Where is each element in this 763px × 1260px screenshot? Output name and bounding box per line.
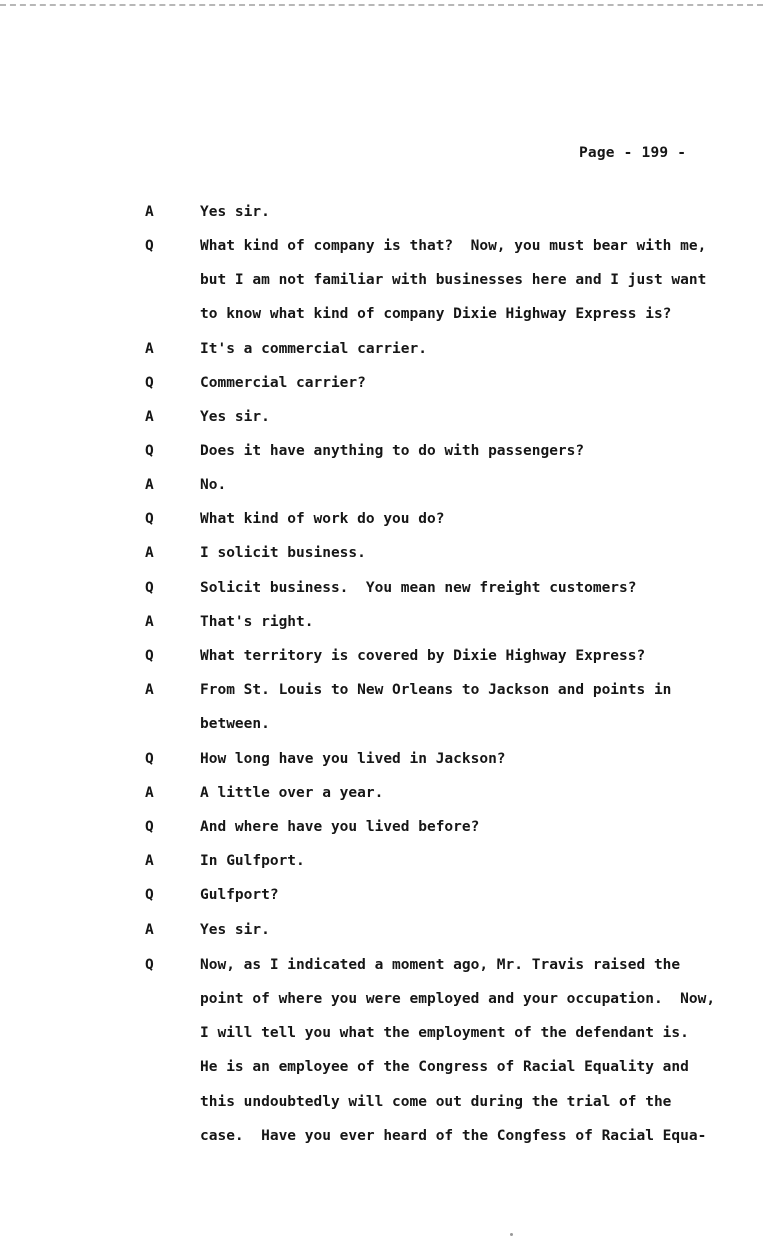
line-text: Yes sir.	[200, 204, 270, 220]
line-text: between.	[200, 716, 270, 732]
line-text: What territory is covered by Dixie Highway Express?	[200, 648, 646, 664]
transcript-line	[0, 644, 763, 668]
line-text: Solicit business. You mean new freight customers?	[200, 580, 637, 596]
speaker-label: Q	[145, 648, 154, 664]
transcript-line	[0, 987, 763, 1011]
transcript-line	[0, 678, 763, 702]
transcript-line	[0, 747, 763, 771]
transcript-line	[0, 371, 763, 395]
transcript-line	[0, 1021, 763, 1045]
transcript-line	[0, 610, 763, 634]
speaker-label: Q	[145, 957, 154, 973]
speaker-label: Q	[145, 819, 154, 835]
speaker-label: A	[145, 922, 154, 938]
scan-speck	[510, 1233, 513, 1236]
transcript-line	[0, 405, 763, 429]
line-text: What kind of work do you do?	[200, 511, 445, 527]
line-text: That's right.	[200, 614, 314, 630]
transcript-line	[0, 1090, 763, 1114]
speaker-label: Q	[145, 751, 154, 767]
transcript-line	[0, 1055, 763, 1079]
transcript-line	[0, 268, 763, 292]
line-text: From St. Louis to New Orleans to Jackson and points in	[200, 682, 672, 698]
speaker-label: A	[145, 785, 154, 801]
line-text: He is an employee of the Congress of Racial Equality and	[200, 1059, 689, 1075]
transcript-line	[0, 439, 763, 463]
speaker-label: Q	[145, 443, 154, 459]
line-text: point of where you were employed and your occupation. Now,	[200, 991, 716, 1007]
transcript-line	[0, 712, 763, 736]
transcript-line	[0, 815, 763, 839]
line-text: A little over a year.	[200, 785, 384, 801]
speaker-label: A	[145, 853, 154, 869]
transcript-line	[0, 302, 763, 326]
line-text: Does it have anything to do with passengers?	[200, 443, 585, 459]
line-text: And where have you lived before?	[200, 819, 480, 835]
speaker-label: Q	[145, 511, 154, 527]
transcript-line	[0, 576, 763, 600]
transcript-line	[0, 541, 763, 565]
line-text: case. Have you ever heard of the Congfess of Racial Equa-	[200, 1128, 707, 1144]
line-text: It's a commercial carrier.	[200, 341, 427, 357]
line-text: In Gulfport.	[200, 853, 305, 869]
line-text: but I am not familiar with businesses here and I just want	[200, 272, 707, 288]
line-text: Commercial carrier?	[200, 375, 366, 391]
line-text: I solicit business.	[200, 545, 366, 561]
line-text: What kind of company is that? Now, you must bear with me,	[200, 238, 707, 254]
speaker-label: Q	[145, 887, 154, 903]
speaker-label: A	[145, 409, 154, 425]
speaker-label: A	[145, 614, 154, 630]
speaker-label: Q	[145, 580, 154, 596]
line-text: to know what kind of company Dixie Highway Express is?	[200, 306, 672, 322]
line-text: No.	[200, 477, 227, 493]
line-text: this undoubtedly will come out during the trial of the	[200, 1094, 672, 1110]
line-text: Now, as I indicated a moment ago, Mr. Travis raised the	[200, 957, 681, 973]
transcript-line	[0, 507, 763, 531]
line-text: Yes sir.	[200, 922, 270, 938]
transcript-line	[0, 1124, 763, 1148]
transcript-line	[0, 918, 763, 942]
speaker-label: A	[145, 341, 154, 357]
speaker-label: A	[145, 545, 154, 561]
speaker-label: A	[145, 204, 154, 220]
line-text: I will tell you what the employment of the defendant is.	[200, 1025, 689, 1041]
line-text: Gulfport?	[200, 887, 279, 903]
page-number: Page - 199 -	[579, 145, 687, 161]
speaker-label: Q	[145, 375, 154, 391]
speaker-label: Q	[145, 238, 154, 254]
transcript-line	[0, 849, 763, 873]
transcript-line	[0, 473, 763, 497]
speaker-label: A	[145, 682, 154, 698]
line-text: Yes sir.	[200, 409, 270, 425]
transcript-line	[0, 200, 763, 224]
transcript-line	[0, 953, 763, 977]
transcript-line	[0, 337, 763, 361]
speaker-label: A	[145, 477, 154, 493]
transcript-line	[0, 883, 763, 907]
transcript-line	[0, 234, 763, 258]
line-text: How long have you lived in Jackson?	[200, 751, 506, 767]
transcript-line	[0, 781, 763, 805]
